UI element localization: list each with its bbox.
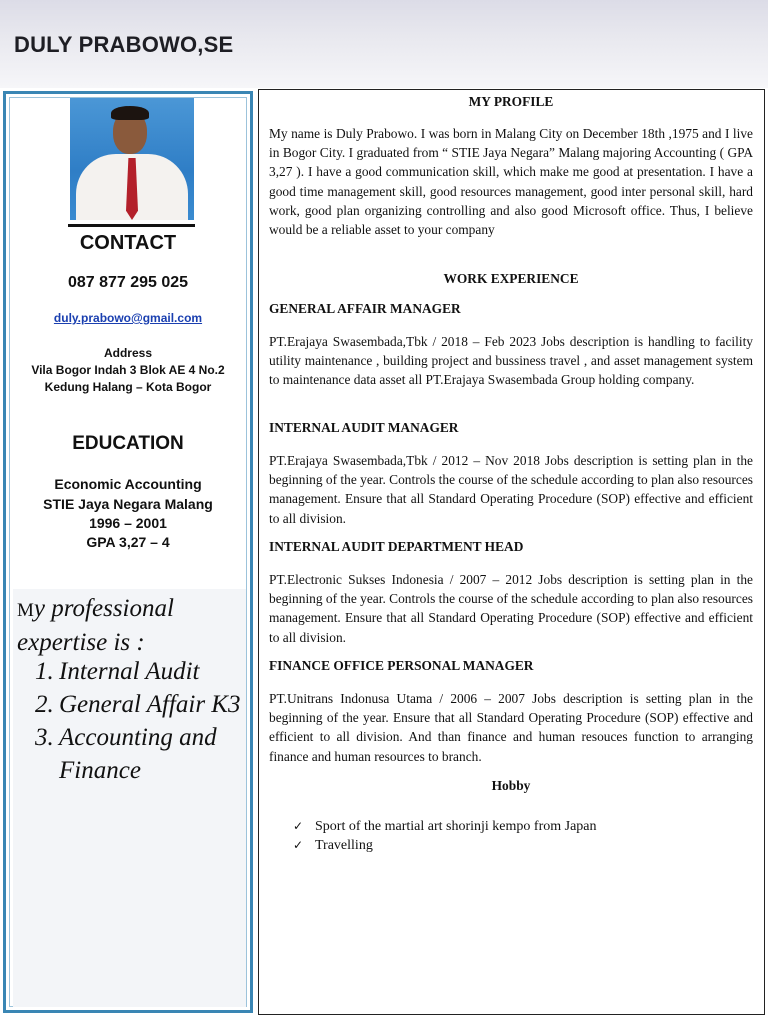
hobby-item: [293, 836, 597, 855]
job-description: PT.Erajaya Swasembada,Tbk / 2018 – Feb 2023 Jobs description is handling to facility utility maintenance , building project and bussiness travel , and asset management system to maintenance data asset all PT.Erajaya Swasembada Group holding company.: [269, 334, 753, 388]
job-description: PT.Unitrans Indonusa Utama / 2006 – 2007 Jobs description is setting plan in the beginning of the year. Ensure that all Standard Operating Procedure (SOP) effective and efficient to all division. And than finance and human resouces function to arranging finance and human resources to branch.: [269, 691, 753, 764]
sidebar: [3, 91, 253, 1013]
main-content: [258, 89, 765, 1015]
expertise-intro-text: y professional expertise is :: [17, 595, 174, 656]
photo-hair: [111, 106, 149, 120]
person-name: DULY PRABOWO,SE: [14, 32, 234, 57]
profile-photo: [70, 98, 194, 220]
education-gpa: GPA 3,27 – 4: [86, 534, 170, 550]
job-title: INTERNAL AUDIT DEPARTMENT HEAD: [269, 539, 524, 554]
work-experience-title: WORK EXPERIENCE: [443, 271, 579, 286]
job-title: INTERNAL AUDIT MANAGER: [269, 420, 459, 435]
education-years: 1996 – 2001: [89, 515, 167, 531]
email-link[interactable]: duly.prabowo@gmail.com: [53, 311, 203, 325]
contact-title: CONTACT: [79, 232, 177, 254]
education-title: EDUCATION: [72, 433, 184, 454]
education-school: STIE Jaya Negara Malang: [43, 496, 213, 512]
expertise-list: [15, 655, 247, 787]
expertise-number: 3.: [35, 724, 54, 751]
expertise-item: [15, 655, 247, 688]
hobby-text: Sport of the martial art shorinji kempo from Japan: [315, 819, 597, 834]
check-icon: ✓: [293, 819, 304, 833]
check-icon: ✓: [293, 838, 304, 852]
address-label: Address: [103, 346, 153, 360]
profile-title: MY PROFILE: [468, 94, 554, 109]
expertise-number: 2.: [35, 691, 54, 718]
profile-text: My name is Duly Prabowo. I was born in Malang City on December 18th ,1975 and I live in Bogor City. I graduated from “ STIE Jaya Negara” Malang majoring Accounting ( GPA 3,27 ). I have a good communication skill, which make me good at presentation. I have a good time management skill, good resources management, good inter personal skill, hard work, good plan organizing controlling and also good Microsoft office. Thus, I believe would be a reliable asset to your company: [269, 126, 753, 238]
expertise-box: [13, 589, 246, 1007]
education-degree: Economic Accounting: [54, 476, 202, 492]
hobby-list: [293, 817, 597, 855]
job-description: PT.Electronic Sukses Indonesia / 2007 – 2012 Jobs description is setting plan in the beginning of the year. Controls the course of the schedule according to plan also resources management. Ensure that all Standard Operating Procedure (SOP) effective and efficient to all division.: [269, 572, 753, 645]
job-title: FINANCE OFFICE PERSONAL MANAGER: [269, 658, 534, 673]
job-title: GENERAL AFFAIR MANAGER: [269, 301, 461, 316]
expertise-text: Internal Audit: [59, 658, 200, 685]
expertise-text: Accounting and Finance: [59, 724, 217, 784]
header: [0, 0, 768, 88]
expertise-intro: [17, 593, 245, 659]
expertise-intro-cap: M: [17, 600, 34, 621]
expertise-item: [15, 721, 247, 787]
hobby-item: [293, 817, 597, 836]
expertise-item: [15, 688, 247, 721]
hobby-text: Travelling: [315, 838, 373, 853]
address-line-2: Kedung Halang – Kota Bogor: [44, 380, 212, 394]
expertise-text: General Affair K3: [59, 691, 241, 718]
photo-underline: [68, 224, 195, 227]
phone-number: 087 877 295 025: [67, 274, 189, 291]
address-line-1: Vila Bogor Indah 3 Blok AE 4 No.2: [31, 363, 225, 377]
job-description: PT.Erajaya Swasembada,Tbk / 2012 – Nov 2018 Jobs description is setting plan in the beginning of the year. Controls the course of the schedule according to plan also resources management. Ensure that all Standard Operating Procedure (SOP) effective and efficient to all division.: [269, 453, 753, 526]
hobby-title: Hobby: [491, 778, 531, 793]
expertise-number: 1.: [35, 658, 54, 685]
